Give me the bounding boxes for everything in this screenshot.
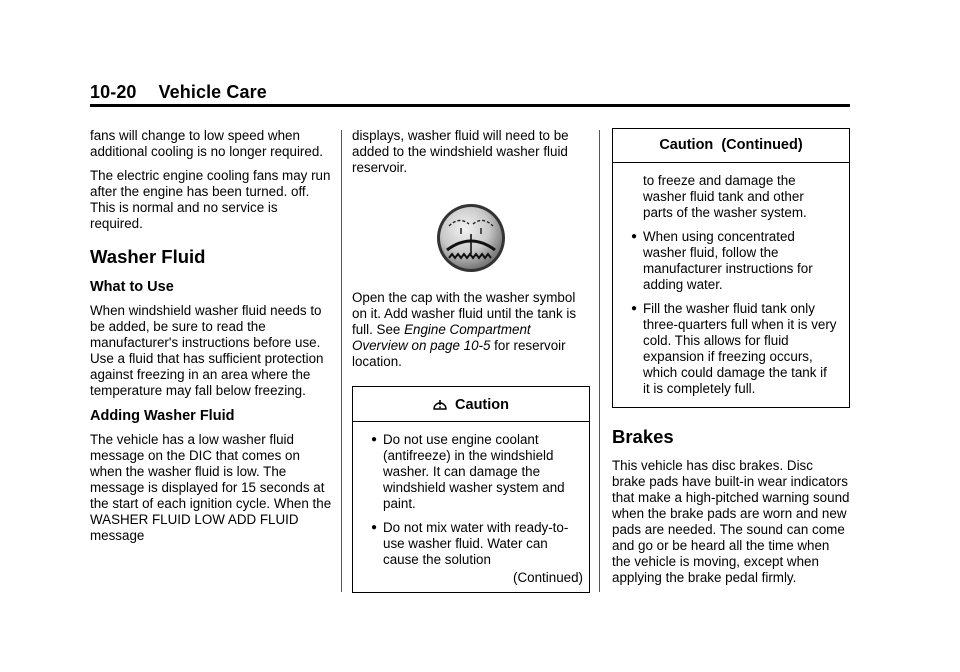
list-item [365, 520, 577, 568]
heading-washer-fluid: Washer Fluid [90, 246, 206, 267]
paragraph: This vehicle has disc brakes. Disc brake pads have built-in wear indicators that make a high-pitched warning sound when the brake pads are worn and new pads are needed. The sound can come and go or be heard all the time when the vehicle is moving, except when applying the brake pedal firmly. [612, 458, 850, 585]
caution-continued-text: to freeze and damage the washer fluid tank and other parts of the washer system. [643, 173, 807, 220]
caution-box-continued [612, 128, 850, 408]
caution-header [353, 387, 589, 422]
washer-fluid-symbol-icon [352, 202, 590, 278]
list-item-text: Fill the washer fluid tank only three-quarters full when it is very cold. This allows for fluid expansion if freezing occurs, which could damage the tank if it is completely full. [643, 301, 837, 396]
continued-label: (Continued) [513, 570, 583, 585]
heading-what-to-use: What to Use [90, 279, 174, 295]
column-divider-1 [341, 130, 342, 592]
list-item-text: When using concentrated washer fluid, follow the manufacturer instructions for adding water. [643, 229, 813, 292]
list-item [625, 301, 837, 397]
cross-reference: Engine Compartment Overview on page 10-5 [352, 322, 531, 353]
paragraph: The vehicle has a low washer fluid message on the DIC that comes on when the washer fluid is low. The message is displayed for 15 seconds at the start of each ignition cycle. When the WASHER FLUID LOW ADD FLUID message [90, 432, 332, 543]
heading-brakes: Brakes [612, 426, 674, 447]
caution-box [352, 386, 590, 593]
paragraph-text: Open the cap with the washer symbol on it. Add washer fluid until the tank is full. See [352, 290, 577, 337]
caution-list [625, 229, 837, 397]
paragraph: When windshield washer fluid needs to be added, be sure to read the manufacturer's instructions before use. Use a fluid that has sufficient protection against freezing in an area where the temperature may fall below freezing. [90, 303, 324, 398]
column-1 [90, 128, 332, 552]
bullet-icon: ● [631, 303, 638, 314]
caution-symbol-icon [433, 397, 455, 413]
paragraph: fans will change to low speed when additional cooling is no longer required. [90, 128, 324, 159]
caution-list [365, 432, 577, 568]
bullet-icon: ● [631, 231, 638, 242]
list-item [365, 432, 577, 512]
column-divider-2 [599, 130, 600, 592]
list-item-text: Do not mix water with ready-to-use washer fluid. Water can cause the solution [383, 520, 569, 567]
caution-title: Caution [455, 397, 509, 413]
list-item-text: Do not use engine coolant (antifreeze) in the windshield washer. It can damage the windshield washer system and paint. [383, 432, 565, 511]
paragraph [352, 290, 590, 370]
bullet-icon: ● [371, 522, 378, 533]
heading-adding-washer-fluid: Adding Washer Fluid [90, 408, 235, 424]
page-number: 10-20 [90, 82, 137, 102]
bullet-icon: ● [371, 434, 378, 445]
page-header [90, 82, 267, 103]
section-title: Vehicle Care [158, 82, 267, 102]
column-3 [612, 128, 850, 594]
column-2 [352, 128, 590, 593]
list-item [625, 229, 837, 293]
caution-header: Caution (Continued) [613, 129, 849, 163]
paragraph: The electric engine cooling fans may run after the engine has been turned. off. This is normal and no service is required. [90, 168, 331, 231]
header-rule [90, 104, 850, 107]
paragraph: displays, washer fluid will need to be added to the windshield washer fluid reservoir. [352, 128, 569, 175]
paragraph-text: for reservoir location. [352, 338, 566, 369]
